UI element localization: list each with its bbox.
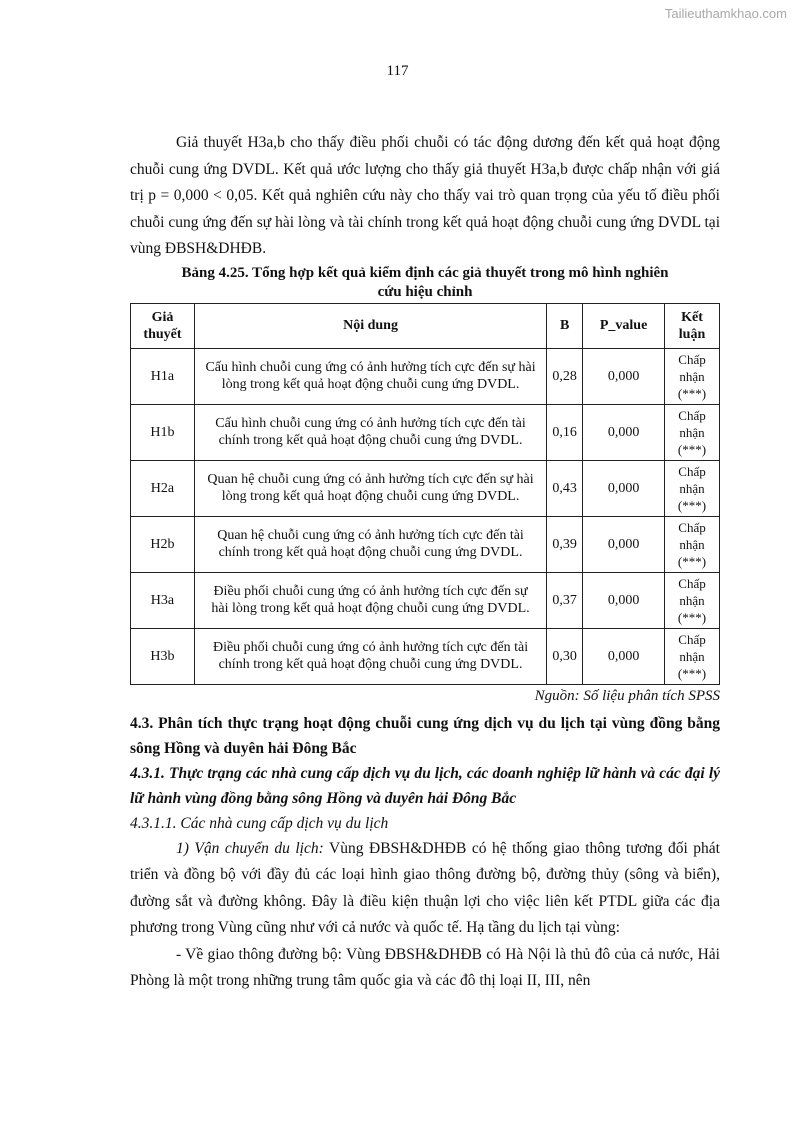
cell-p-value: 0,000	[583, 404, 665, 460]
conclusion-line-1: Chấp	[678, 463, 706, 479]
header-b: B	[547, 303, 583, 348]
intro-paragraph: Giả thuyết H3a,b cho thấy điều phối chuỗi có tác động dương đến kết quả hoạt động chuỗi cung ứng DVDL. Kết quả ước lượng cho thấy giả thuyết H3a,b được chấp nhận với giá trị p = 0,000 < 0,05. Kết quả nghiên cứu này cho thấy vai trò quan trọng của yếu tố điều phối chuỗi cung ứng đến sự hài lòng và tài chính trong kết quả hoạt động chuỗi cung ứng DVDL tại vùng ĐBSH&DHĐB.	[130, 134, 720, 257]
cell-p-value: 0,000	[583, 572, 665, 628]
page-content	[130, 130, 720, 995]
cell-conclusion	[665, 516, 720, 572]
cell-conclusion	[665, 572, 720, 628]
cell-b: 0,16	[547, 404, 583, 460]
cell-content: Cấu hình chuỗi cung ứng có ảnh hưởng tích cực đến tài chính trong kết quả hoạt động chuỗi cung ứng DVDL.	[194, 404, 546, 460]
conclusion-line-2: nhận	[679, 424, 705, 440]
cell-content: Cấu hình chuỗi cung ứng có ảnh hưởng tích cực đến sự hài lòng trong kết quả hoạt động chuỗi cung ứng DVDL.	[194, 348, 546, 404]
cell-content: Điều phối chuỗi cung ứng có ảnh hưởng tích cực đến sự hài lòng trong kết quả hoạt động chuỗi cung ứng DVDL.	[194, 572, 546, 628]
cell-b: 0,28	[547, 348, 583, 404]
table-header-row	[131, 303, 720, 348]
cell-content: Quan hệ chuỗi cung ứng có ảnh hưởng tích cực đến sự hài lòng trong kết quả hoạt động chuỗi cung ứng DVDL.	[194, 460, 546, 516]
conclusion-line-3: (***)	[677, 553, 707, 569]
cell-hypothesis: H2b	[131, 516, 195, 572]
conclusion-line-1: Chấp	[678, 575, 706, 591]
header-hypothesis-line-2: thuyết	[143, 326, 182, 342]
table-caption	[130, 264, 720, 302]
cell-conclusion	[665, 628, 720, 684]
conclusion-line-1: Chấp	[678, 631, 706, 647]
header-p-value: P_value	[583, 303, 665, 348]
conclusion-line-2: nhận	[679, 592, 705, 608]
header-conclusion	[665, 303, 720, 348]
cell-hypothesis: H1a	[131, 348, 195, 404]
table-row	[131, 460, 720, 516]
cell-hypothesis: H3b	[131, 628, 195, 684]
table-source-note: Nguồn: Số liệu phân tích SPSS	[534, 687, 720, 704]
watermark-text: Tailieuthamkhao.com	[664, 6, 787, 21]
cell-b: 0,37	[547, 572, 583, 628]
table-row	[131, 516, 720, 572]
cell-b: 0,39	[547, 516, 583, 572]
table-row	[131, 348, 720, 404]
header-hypothesis-line-1: Giả	[151, 309, 174, 325]
header-hypothesis	[131, 303, 195, 348]
conclusion-line-3: (***)	[677, 497, 707, 513]
header-content: Nội dung	[194, 303, 546, 348]
transport-paragraph	[130, 836, 720, 942]
conclusion-line-3: (***)	[677, 665, 707, 681]
cell-p-value: 0,000	[583, 628, 665, 684]
conclusion-line-2: nhận	[679, 648, 705, 664]
cell-content: Quan hệ chuỗi cung ứng có ảnh hưởng tích cực đến tài chính trong kết quả hoạt động chuỗi cung ứng DVDL.	[194, 516, 546, 572]
header-conclusion-line-1: Kết	[681, 309, 703, 325]
conclusion-line-1: Chấp	[678, 407, 706, 423]
cell-b: 0,30	[547, 628, 583, 684]
road-paragraph: - Về giao thông đường bộ: Vùng ĐBSH&DHĐB có Hà Nội là thủ đô của cả nước, Hải Phòng là một trong những trung tâm quốc gia và các đô thị loại II, III, nên	[130, 945, 720, 989]
cell-hypothesis: H2a	[131, 460, 195, 516]
cell-conclusion	[665, 348, 720, 404]
conclusion-line-2: nhận	[679, 536, 705, 552]
conclusion-line-2: nhận	[679, 368, 705, 384]
conclusion-line-3: (***)	[677, 385, 707, 401]
section-heading-4-3-1: 4.3.1. Thực trạng các nhà cung cấp dịch vụ du lịch, các doanh nghiệp lữ hành và các đại lý lữ hành vùng đồng bằng sông Hồng và duyên hải Đông Bắc	[130, 764, 720, 807]
cell-p-value: 0,000	[583, 460, 665, 516]
transport-paragraph-text: Vùng ĐBSH&DHĐB có hệ thống giao thông tương đối phát triển và đồng bộ với đầy đủ các loại hình giao thông đường bộ, đường thủy (sông và biển), đường sắt và đường không. Đây là điều kiện thuận lợi cho việc liên kết PTDL giữa các địa phương trong Vùng cũng như với cả nước và quốc tế. Hạ tầng du lịch tại vùng:	[130, 839, 720, 936]
conclusion-line-1: Chấp	[678, 351, 706, 367]
transport-paragraph-lead: 1) Vận chuyển du lịch:	[176, 839, 324, 857]
header-conclusion-line-2: luận	[678, 326, 706, 342]
cell-content: Điều phối chuỗi cung ứng có ảnh hưởng tích cực đến tài chính trong kết quả hoạt động chuỗi cung ứng DVDL.	[194, 628, 546, 684]
table-row	[131, 404, 720, 460]
cell-hypothesis: H1b	[131, 404, 195, 460]
conclusion-line-3: (***)	[677, 609, 707, 625]
page-number: 117	[386, 63, 409, 79]
cell-hypothesis: H3a	[131, 572, 195, 628]
conclusion-line-1: Chấp	[678, 519, 706, 535]
conclusion-line-2: nhận	[679, 480, 705, 496]
cell-conclusion	[665, 404, 720, 460]
cell-b: 0,43	[547, 460, 583, 516]
cell-p-value: 0,000	[583, 516, 665, 572]
conclusion-line-3: (***)	[677, 441, 707, 457]
table-caption-line-1: Bảng 4.25. Tổng hợp kết quả kiểm định các giả thuyết trong mô hình nghiên	[181, 264, 669, 281]
table-caption-line-2: cứu hiệu chỉnh	[377, 283, 473, 300]
cell-p-value: 0,000	[583, 348, 665, 404]
table-row	[131, 572, 720, 628]
hypothesis-results-table	[130, 303, 720, 685]
table-row	[131, 628, 720, 684]
cell-conclusion	[665, 460, 720, 516]
section-heading-4-3: 4.3. Phân tích thực trạng hoạt động chuỗi cung ứng dịch vụ du lịch tại vùng đồng bằng sông Hồng và duyên hải Đông Bắc	[130, 714, 720, 757]
section-heading-4-3-1-1: 4.3.1.1. Các nhà cung cấp dịch vụ du lịch	[130, 814, 389, 832]
